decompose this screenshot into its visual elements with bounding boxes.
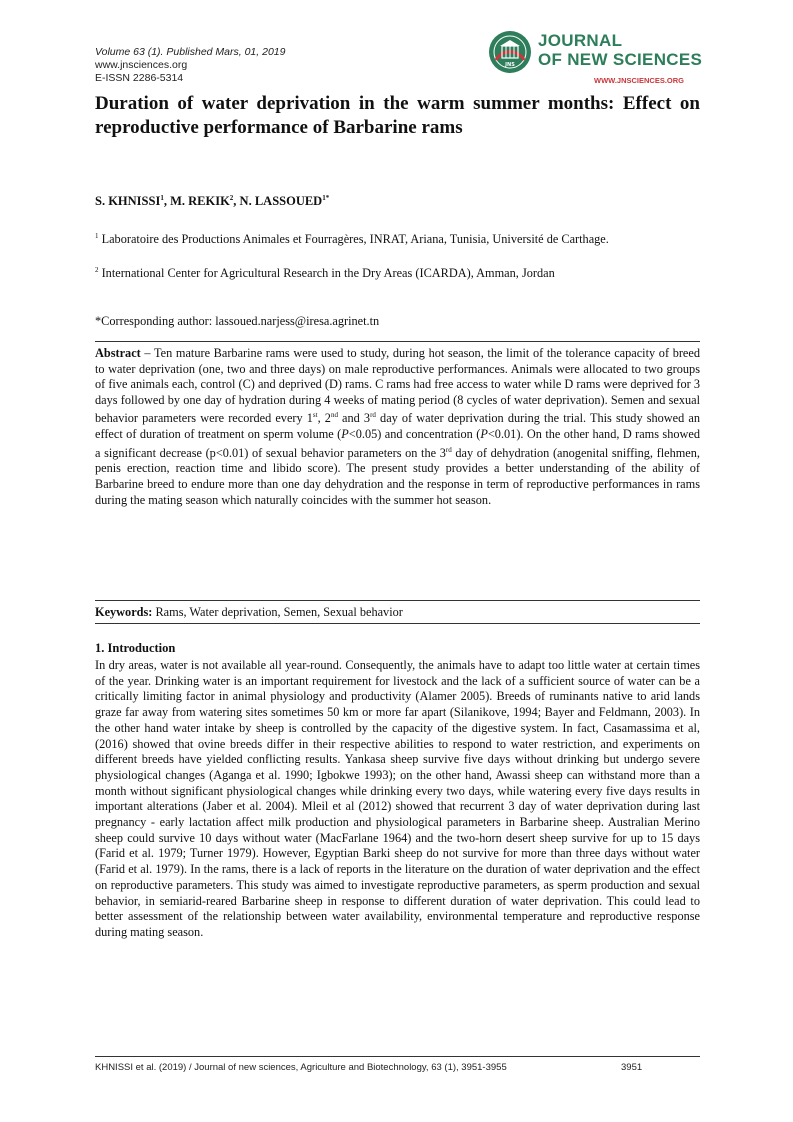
abstract xyxy=(95,346,700,508)
author-affil-sup: 1* xyxy=(322,194,330,202)
abstract-text: <0.05) and concentration ( xyxy=(348,427,481,442)
author-list: S. KHNISSI$^1$, M. REKIK$^2$, N. $LASSOUED^{1*}$ xyxy=(95,194,330,209)
affiliation-1 xyxy=(95,228,700,247)
abstract-top-rule xyxy=(95,341,700,342)
affiliation-num: 2 xyxy=(95,266,99,274)
logo-line-1: JOURNAL xyxy=(538,31,623,50)
page-number: 3951 xyxy=(621,1062,643,1073)
keywords-top-rule xyxy=(95,600,700,601)
logo-url[interactable]: WWW.JNSCIENCES.ORG xyxy=(594,76,685,85)
journal-logo xyxy=(488,30,703,92)
abstract-text: <0.01). On the other hand, D rams showed a significant decrease (p<0.01) of sexual behavior parameters on the 3 xyxy=(95,427,701,460)
author-name: N. LASSOUED xyxy=(239,194,323,209)
section-heading-introduction: 1. Introduction xyxy=(95,641,176,655)
p-symbol: P xyxy=(480,427,488,442)
keywords-bottom-rule xyxy=(95,623,700,624)
ordinal-sup: rd xyxy=(370,411,376,420)
author-name: S. KHNISSI xyxy=(95,194,161,209)
keywords xyxy=(95,605,403,620)
p-symbol: P xyxy=(341,427,349,442)
abstract-text: day of water deprivation during the trial. This study showed an effect of duration of treatment on sperm volume ( xyxy=(95,411,701,442)
svg-text:JNS: JNS xyxy=(505,62,515,68)
page-footer xyxy=(95,1062,700,1073)
keywords-label: Keywords: xyxy=(95,605,153,619)
ordinal-sup: nd xyxy=(330,411,338,420)
corresponding-author: *Corresponding author: lassoued.narjess@iresa.agrinet.tn xyxy=(95,314,380,328)
eissn-line: E-ISSN 2286-5314 xyxy=(95,72,184,84)
journal-seal-icon xyxy=(488,30,532,74)
ordinal-sup: rd xyxy=(445,445,452,454)
journal-header-meta xyxy=(95,46,285,85)
ordinal-sup: st xyxy=(312,411,318,420)
footer-rule xyxy=(95,1056,700,1057)
author-affil-sup: 2 xyxy=(229,194,234,202)
footer-citation: KHNISSI et al. (2019) / Journal of new sciences, Agriculture and Biotechnology, 63 (1), 3951-3955 xyxy=(95,1062,507,1073)
abstract-text: , 2 xyxy=(317,411,331,426)
introduction-body: In dry areas, water is not available all year-round. Consequently, the animals have to adapt too little water at certain times of the year. Drinking water is an important requirement for livestock and the lack of a sufficient source of water can be a critically limiting factor in animal physiology and productivity (Alamer 2005). Breeds of ruminants native to arid lands graze far away from watering sites sometimes 50 km or more far apart (Silanikove, 1994; Bayer and Feldmann, 2003). In the other hand water intake by sheep is controlled by the capacity of the digestive system. In fact, Casamassima et al, (2016) showed that ovine breeds differ in their respective abilities to respond to water restriction, and experiments on different breeds have yielded conflicting results. Yankasa sheep survive five days without drinking but undergo severe physiological changes (Aganga et al. 1990; Igbokwe 1993); on the other hand, Awassi sheep can withstand more than a month without significant physiological changes while drinking every two days, while watering every five days results in important alterations (Jaber et al. 2004). Mleil et al (2012) showed that recurrent 3 day of water deprivation during last pregnancy - early lactation affect milk production and physiological parameters in Barbarine sheep. Australian Merino sheep could survive 10 days without water (MacFarlane 1964) and the two-horn desert sheep survive for up to 15 days (Farid et al. 1979; Turner 1979). However, Egyptian Barki sheep do not survive for more than three days without water (Farid et al. 1979). In the rams, there is a lack of reports in the literature on the duration of water deprivation and the effect on reproductive parameters. This study was aimed to investigate reproductive parameters, as sperm production and sexual behavior, in semiarid-reared Barbarine sheep in response to different duration of water deprivation. This could lead to better assessment of the relationship between water availability, environmental temperature and reproductive response during mating season. xyxy=(95,658,700,939)
paper-title: Duration of water deprivation in the warm summer months: Effect on reproductive performance of Barbarine rams xyxy=(95,93,700,138)
logo-line-2: OF NEW SCIENCES xyxy=(538,50,703,69)
abstract-label: Abstract xyxy=(95,346,141,360)
abstract-text: and 3 xyxy=(337,411,371,426)
abstract-text: – Ten mature Barbarine rams were used to study, during hot season, the limit of the tolerance capacity of breed to water deprivation (one, two and three days) on male reproductive performances. Animals were allocated to two groups of five animals each, control (C) and deprived (D) rams. C rams had free access to water while D rams were deprived for 3 days followed by one day of hydration during 4 weeks of mating period (8 cycles of water deprivation). Semen and sexual behavior parameters were recorded every 1 xyxy=(95,346,701,426)
affiliation-text: Laboratoire des Productions Animales et Fourragères, INRAT, Ariana, Tunisia, Université de Carthage. xyxy=(101,232,609,247)
affiliation-2 xyxy=(95,262,700,281)
affiliation-text: International Center for Agricultural Research in the Dry Areas (ICARDA), Amman, Jordan xyxy=(101,266,555,281)
affiliation-num: 1 xyxy=(95,232,99,240)
author-name: M. REKIK xyxy=(170,194,230,209)
abstract-text: day of dehydration (anogenital sniffing, flehmen, penis erection, reaction time and libido score). The present study provides a better understanding of the ability of Barbarine breed to endure more than one day dehydration and the response in term of reproductive performances in rams during the mating season which naturally coincides with the summer hot season. xyxy=(95,445,700,507)
website-line[interactable]: www.jnsciences.org xyxy=(95,59,188,71)
keywords-text: Rams, Water deprivation, Semen, Sexual behavior xyxy=(152,605,403,619)
volume-line: Volume 63 (1). Published Mars, 01, 2019 xyxy=(95,46,286,58)
author-affil-sup: 1 xyxy=(160,194,164,202)
